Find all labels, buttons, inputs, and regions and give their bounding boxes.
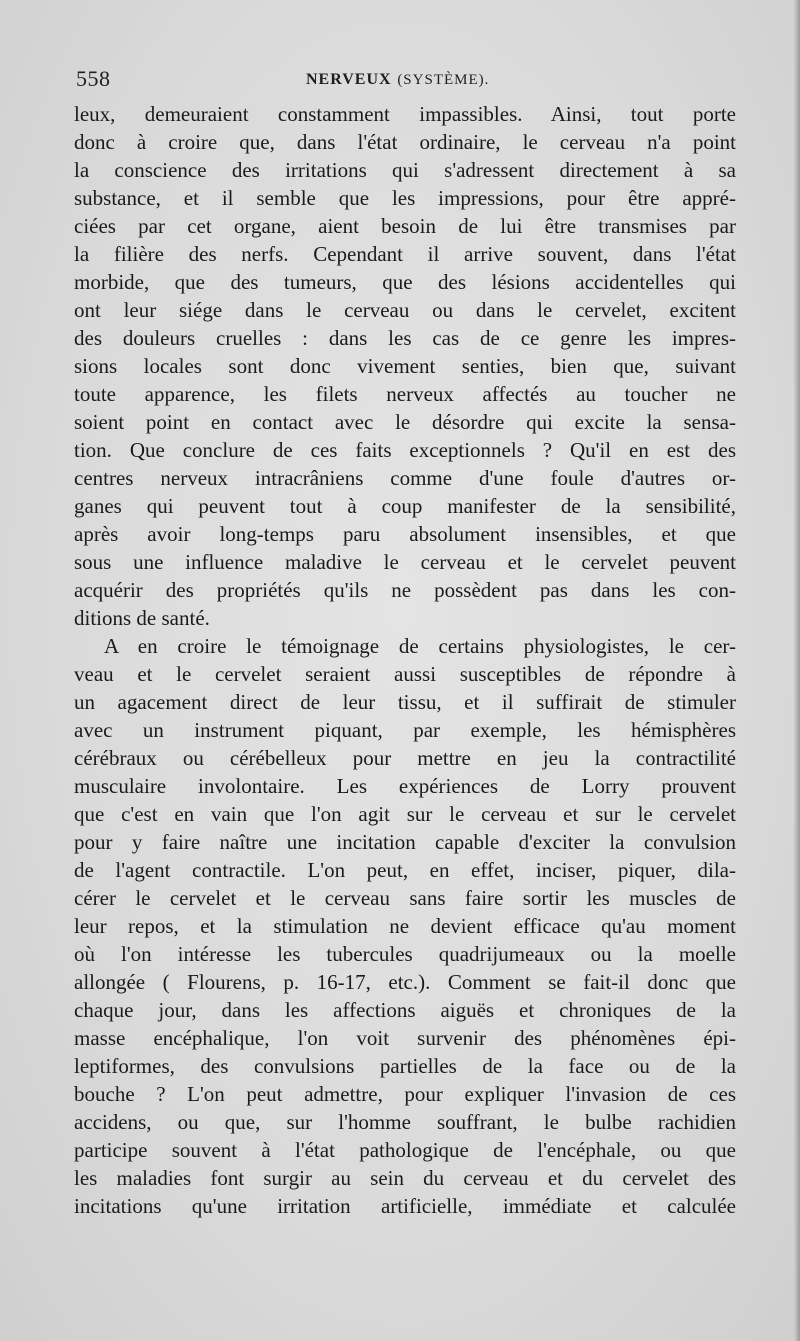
text-line: un agacement direct de leur tissu, et il suffirait de stimuler — [74, 690, 736, 714]
text-line: la conscience des irritations qui s'adressent directement à sa — [74, 158, 736, 182]
body-text — [74, 100, 736, 1220]
text-line: masse encéphalique, l'on voit survenir des phénomènes épi- — [74, 1026, 736, 1050]
text-line: leux, demeuraient constamment impassibles. Ainsi, tout porte — [74, 102, 736, 126]
running-head-sub: (SYSTÈME). — [397, 72, 490, 88]
text-line: centres nerveux intracrâniens comme d'une foule d'autres or- — [74, 466, 736, 490]
text-line: des douleurs cruelles : dans les cas de ce genre les impres- — [74, 326, 736, 350]
text-line: accidens, ou que, sur l'homme souffrant, le bulbe rachidien — [74, 1110, 736, 1134]
text-line: avec un instrument piquant, par exemple, les hémisphères — [74, 718, 736, 742]
text-line: que c'est en vain que l'on agit sur le cerveau et sur le cervelet — [74, 802, 736, 826]
text-line: ditions de santé. — [74, 606, 210, 630]
text-line: participe souvent à l'état pathologique de l'encéphale, ou que — [74, 1138, 736, 1162]
text-line: la filière des nerfs. Cependant il arrive souvent, dans l'état — [74, 242, 736, 266]
text-line: tion. Que conclure de ces faits exceptionnels ? Qu'il en est des — [74, 438, 736, 462]
text-line: musculaire involontaire. Les expériences de Lorry prouvent — [74, 774, 736, 798]
page-edge — [794, 0, 800, 1341]
text-line: chaque jour, dans les affections aiguës et chroniques de la — [74, 998, 736, 1022]
text-line: où l'on intéresse les tubercules quadrijumeaux ou la moelle — [74, 942, 736, 966]
text-line: incitations qu'une irritation artificielle, immédiate et calculée — [74, 1194, 736, 1218]
text-line: pour y faire naître une incitation capable d'exciter la convulsion — [74, 830, 736, 854]
text-line: leur repos, et la stimulation ne devient efficace qu'au moment — [74, 914, 736, 938]
text-line: A en croire le témoignage de certains physiologistes, le cer- — [104, 634, 736, 658]
text-line: cérébraux ou cérébelleux pour mettre en jeu la contractilité — [74, 746, 736, 770]
paragraph-2 — [74, 632, 736, 1220]
text-line: donc à croire que, dans l'état ordinaire, le cerveau n'a point — [74, 130, 736, 154]
running-head-main: NERVEUX — [306, 71, 392, 88]
text-line: ont leur siége dans le cerveau ou dans le cervelet, excitent — [74, 298, 736, 322]
page-header — [76, 66, 736, 96]
text-line: morbide, que des tumeurs, que des lésions accidentelles qui — [74, 270, 736, 294]
page-number: 558 — [76, 66, 111, 91]
running-head — [306, 68, 489, 90]
text-line: acquérir des propriétés qu'ils ne possèdent pas dans les con- — [74, 578, 736, 602]
text-line: ganes qui peuvent tout à coup manifester de la sensibilité, — [74, 494, 736, 518]
text-line: les maladies font surgir au sein du cerveau et du cervelet des — [74, 1166, 736, 1190]
text-line: bouche ? L'on peut admettre, pour expliquer l'invasion de ces — [74, 1082, 736, 1106]
text-line: cérer le cervelet et le cerveau sans faire sortir les muscles de — [74, 886, 736, 910]
text-line: de l'agent contractile. L'on peut, en effet, inciser, piquer, dila- — [74, 858, 736, 882]
text-line: après avoir long-temps paru absolument insensibles, et que — [74, 522, 736, 546]
paragraph-1 — [74, 100, 736, 632]
text-line: soient point en contact avec le désordre qui excite la sensa- — [74, 410, 736, 434]
text-line: sous une influence maladive le cerveau et le cervelet peuvent — [74, 550, 736, 574]
text-line: substance, et il semble que les impressions, pour être appré- — [74, 186, 736, 210]
text-line: sions locales sont donc vivement senties, bien que, suivant — [74, 354, 736, 378]
text-line: leptiformes, des convulsions partielles de la face ou de la — [74, 1054, 736, 1078]
text-line: veau et le cervelet seraient aussi susceptibles de répondre à — [74, 662, 736, 686]
text-line: allongée ( Flourens, p. 16-17, etc.). Comment se fait-il donc que — [74, 970, 736, 994]
text-line: ciées par cet organe, aient besoin de lui être transmises par — [74, 214, 736, 238]
text-line: toute apparence, les filets nerveux affectés au toucher ne — [74, 382, 736, 406]
